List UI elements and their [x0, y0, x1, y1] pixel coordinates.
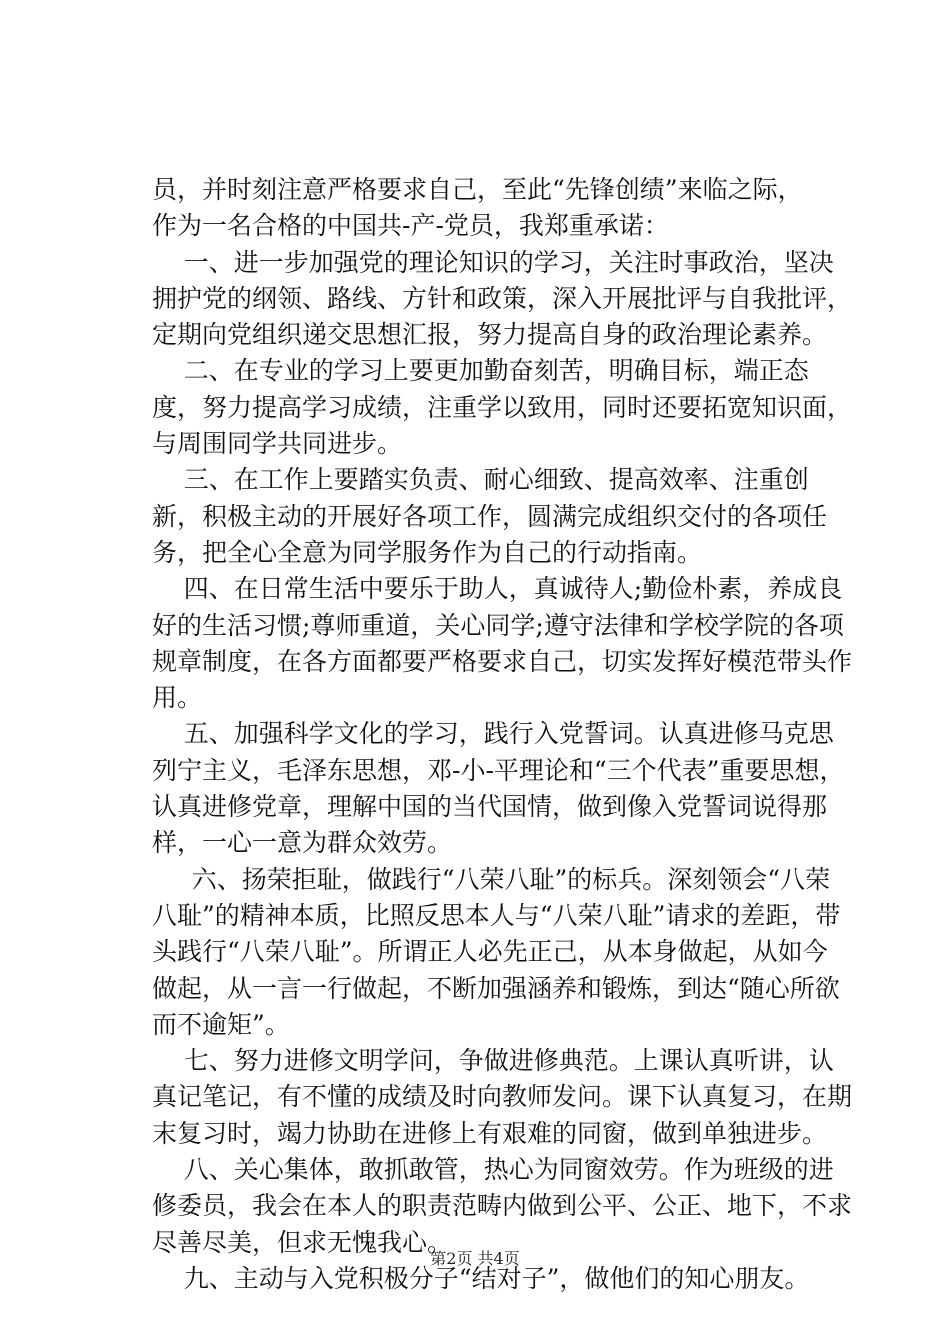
paragraph-2: 二、在专业的学习上要更加勤奋刻苦，明确目标，端正态度，努力提高学习成绩，注重学以致用，同时还要拓宽知识面，与周围同学共同进步。: [152, 356, 853, 459]
paragraph-intro: 员，并时刻注意严格要求自己，至此“先锋创绩”来临之际， 作为一名合格的中国共-产-党员，我郑重承诺：: [152, 175, 803, 241]
page-footer: 第2页 共4页: [430, 1249, 520, 1268]
paragraph-6: 六、扬荣拒耻，做践行“八荣八耻”的标兵。深刻领会“八荣八耻”的精神本质，比照反思本人与“八荣八耻”请求的差距，带头践行“八荣八耻”。所谓正人必先正己，从本身做起，从如今做起，从一言一行做起，不断加强涵养和锻炼，到达“随心所欲而不逾矩”。: [152, 864, 841, 1039]
paragraph-5: 五、加强科学文化的学习，践行入党誓词。认真进修马克思列宁主义，毛泽东思想，邓-小-平理论和“三个代表”重要思想，认真进修党章，理解中国的当代国情，做到像入党誓词说得那样，一心一意为群众效劳。: [152, 719, 845, 858]
paragraph-9: 九、主动与入党积极分子“结对子”，做他们的知心朋友。: [152, 1263, 810, 1293]
paragraph-1: 一、进一步加强党的理论知识的学习，关注时事政治，坚决拥护党的纲领、路线、方针和政策，深入开展批评与自我批评，定期向党组织递交思想汇报，努力提高自身的政治理论素养。: [152, 247, 853, 350]
document-body: [152, 172, 852, 1297]
paragraph-3: 三、在工作上要踏实负责、耐心细致、提高效率、注重创新，积极主动的开展好各项工作，圆满完成组织交付的各项任务，把全心全意为同学服务作为自己的行动指南。: [152, 465, 828, 567]
paragraph-8: 八、关心集体，敢抓敢管，热心为同窗效劳。作为班级的进修委员，我会在本人的职责范畴内做到公平、公正、地下，不求尽善尽美，但求无愧我心。: [152, 1155, 853, 1257]
paragraph-4: 四、在日常生活中要乐于助人，真诚待人;勤俭朴素，养成良好的生活习惯;尊师重道，关心同学;遵守法律和学校学院的各项规章制度，在各方面都要严格要求自己，切实发挥好模范带头作用。: [152, 574, 853, 713]
paragraph-7: 七、努力进修文明学问，争做进修典范。上课认真听讲，认真记笔记，有不懂的成绩及时向教师发问。课下认真复习，在期末复习时，竭力协助在进修上有艰难的同窗，做到单独进步。: [152, 1046, 853, 1148]
